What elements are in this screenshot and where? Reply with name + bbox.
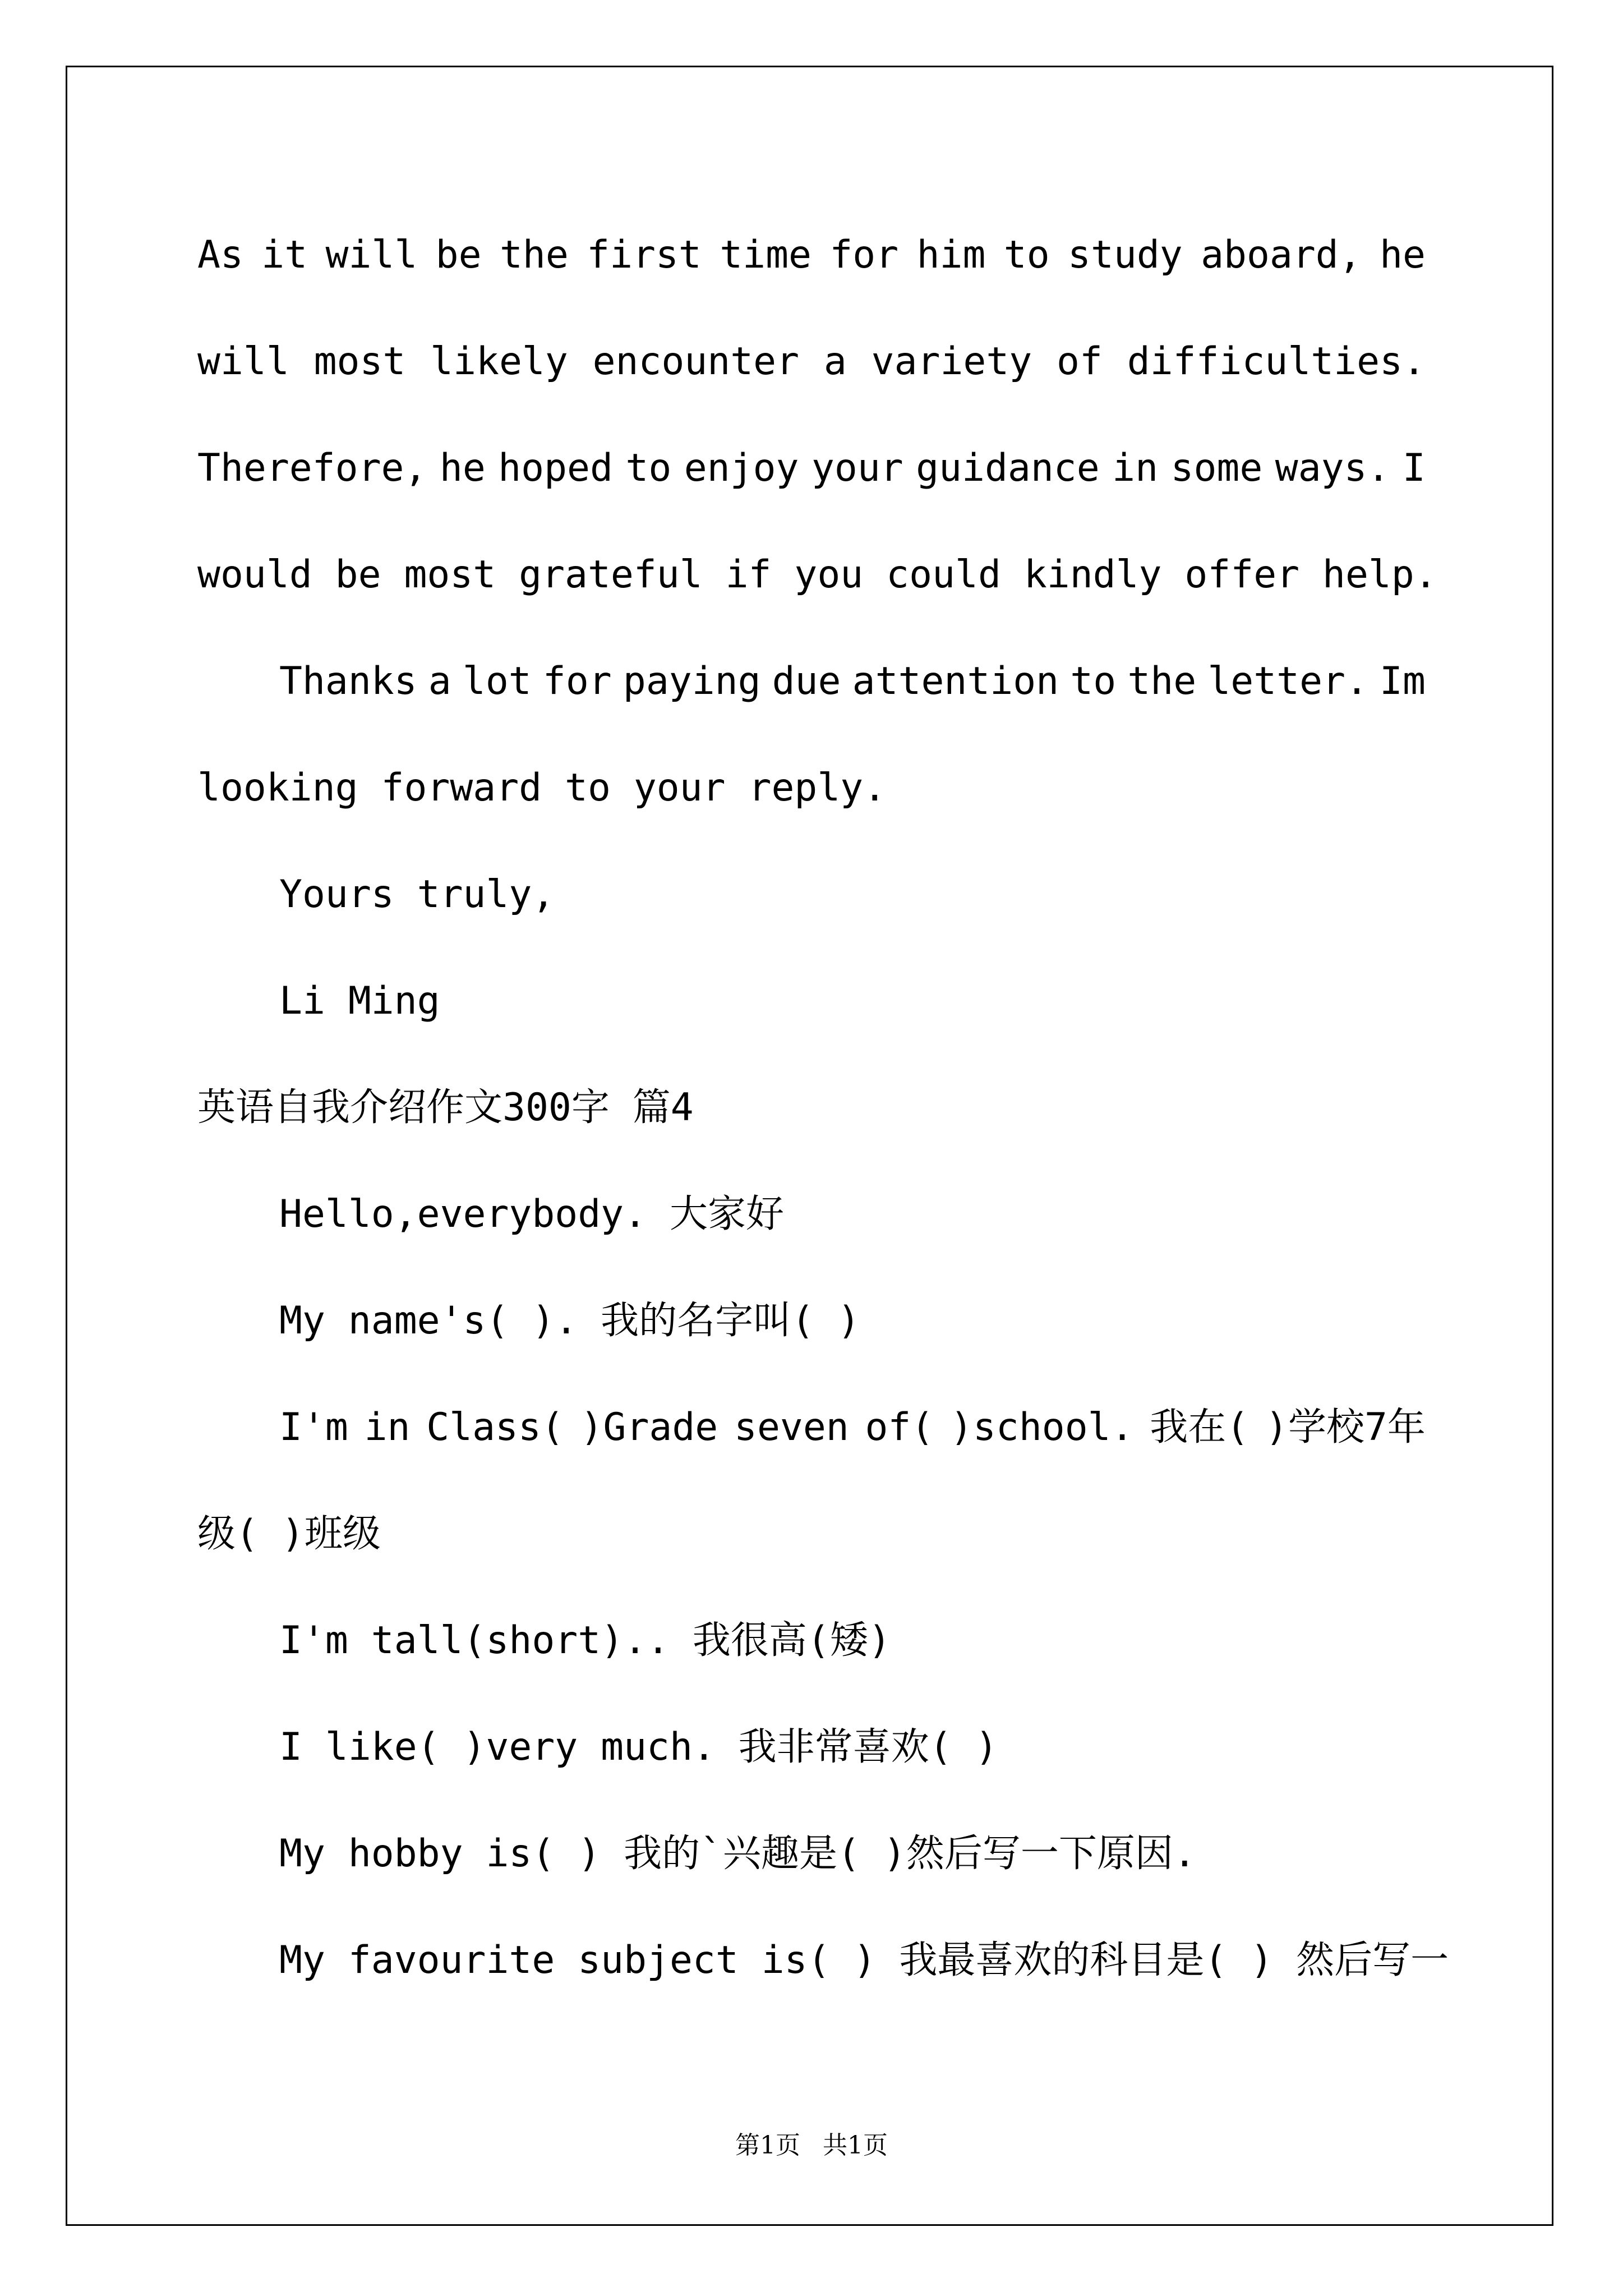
word: of( — [865, 1405, 934, 1450]
word: Class( — [426, 1405, 564, 1450]
paragraph-line: 级( )班级 — [197, 1512, 381, 1556]
word: paying — [623, 659, 761, 703]
word: study — [1068, 233, 1183, 277]
word: most — [313, 339, 406, 384]
word: in — [1112, 446, 1159, 490]
word: he — [1380, 233, 1426, 277]
paragraph-line: I like( )very much. 我非常喜欢( ) — [279, 1725, 998, 1769]
paragraph-line — [197, 415, 1426, 522]
word: due — [772, 659, 841, 703]
document-body — [197, 202, 1449, 2014]
word: guidance — [916, 446, 1100, 490]
word: your — [811, 446, 903, 490]
word: to — [625, 446, 672, 490]
word: Im — [1380, 659, 1426, 703]
word: be — [435, 233, 482, 277]
word: for — [542, 659, 612, 703]
page-footer — [0, 2129, 1623, 2162]
word: of — [1057, 339, 1103, 384]
paragraph-line: My favourite subject is( ) 我最喜欢的科目是( ) 然后写一 — [279, 1938, 1449, 1982]
word: variety — [871, 339, 1032, 384]
paragraph-line — [197, 628, 1426, 735]
word: ways. — [1275, 446, 1390, 490]
paragraph-line: looking forward to your reply. — [197, 766, 887, 810]
word: lot — [462, 659, 532, 703]
word: to — [1070, 659, 1117, 703]
word: in — [364, 1405, 411, 1450]
paragraph-line — [197, 1374, 1426, 1481]
section-heading: 英语自我介绍作文300字 篇4 — [197, 1085, 694, 1130]
word: to — [1003, 233, 1050, 277]
word: him — [916, 233, 986, 277]
word: some — [1170, 446, 1263, 490]
word: first — [587, 233, 702, 277]
word: it — [261, 233, 308, 277]
letter-closing: Yours truly, — [279, 872, 555, 917]
paragraph-line — [197, 309, 1426, 415]
paragraph-line — [197, 202, 1426, 309]
word: likely — [430, 339, 568, 384]
paragraph-line: My hobby is( ) 我的`兴趣是( )然后写一下原因. — [279, 1832, 1196, 1876]
word: I — [1402, 446, 1426, 490]
word: aboard, — [1201, 233, 1362, 277]
word: he — [439, 446, 486, 490]
word: Therefore, — [197, 446, 427, 490]
word: a — [823, 339, 847, 384]
word: attention — [852, 659, 1059, 703]
word: time — [720, 233, 811, 277]
page-number: 第1页 — [735, 2131, 800, 2160]
word: enjoy — [684, 446, 799, 490]
word: will — [197, 339, 289, 384]
paragraph-line: would be most grateful if you could kindly offer help. — [197, 553, 1437, 597]
word: the — [1127, 659, 1197, 703]
word: Thanks — [279, 659, 417, 703]
word: )学校7年 — [1265, 1405, 1426, 1450]
page-total: 共1页 — [823, 2131, 888, 2160]
word: encounter — [592, 339, 800, 384]
word: for — [829, 233, 899, 277]
letter-signature: Li Ming — [279, 979, 440, 1023]
paragraph-line: My name's( ). 我的名字叫( ) — [279, 1299, 860, 1343]
word: letter. — [1207, 659, 1368, 703]
paragraph-line: I'm tall(short).. 我很高(矮) — [279, 1618, 891, 1663]
word: As — [197, 233, 243, 277]
word: )school. — [950, 1405, 1134, 1450]
word: a — [428, 659, 451, 703]
word: )Grade — [580, 1405, 718, 1450]
word: difficulties. — [1127, 339, 1426, 384]
word: 我在( — [1150, 1405, 1249, 1450]
word: will — [325, 233, 418, 277]
word: I'm — [279, 1405, 348, 1450]
word: hoped — [498, 446, 613, 490]
paragraph-line: Hello,everybody. 大家好 — [279, 1192, 784, 1236]
word: seven — [734, 1405, 849, 1450]
word: the — [499, 233, 569, 277]
